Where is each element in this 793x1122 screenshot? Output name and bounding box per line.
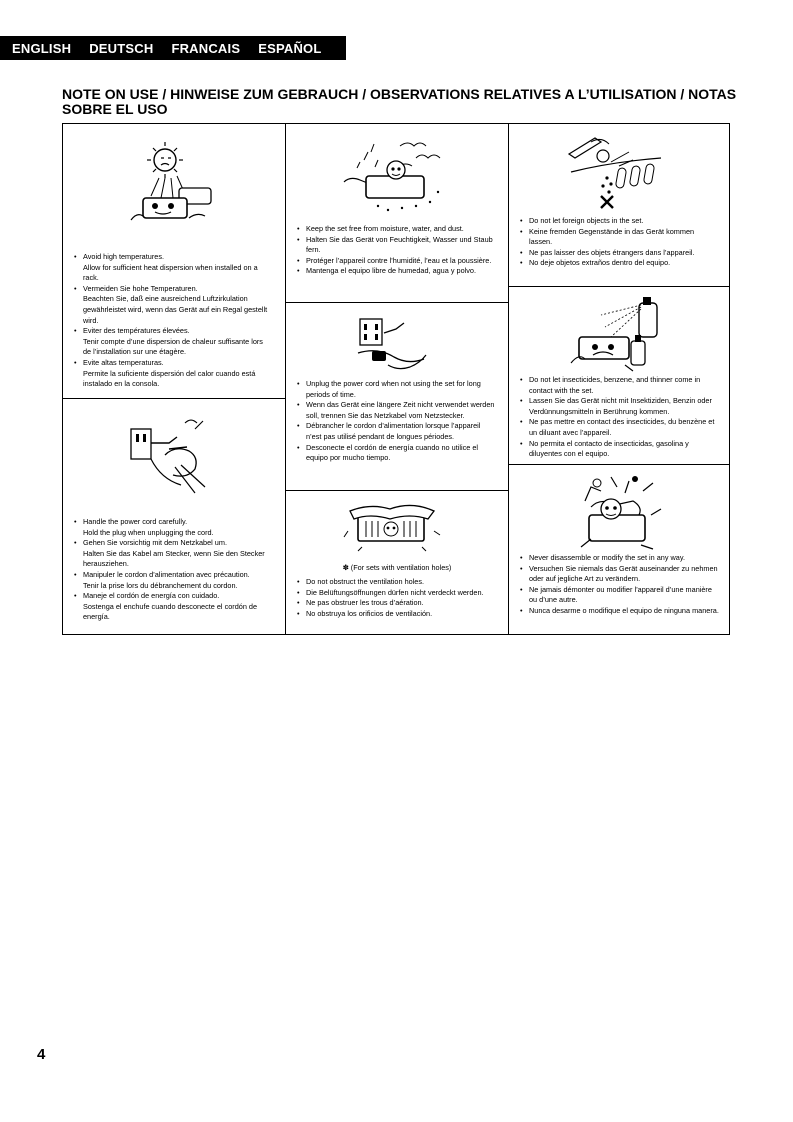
note-insecticide-list: [519, 375, 719, 460]
list-item: • Nunca desarme o modifique el equipo de ninguna manera.: [519, 606, 719, 617]
notes-grid: [62, 123, 730, 635]
language-bar: [0, 36, 346, 60]
list-item: • Mantenga el equipo libre de humedad, agua y polvo.: [296, 266, 496, 277]
list-item: • Ne jamais démonter ou modifier l’appareil d’une manière ou d’une autre.: [519, 585, 719, 606]
list-item: • Desconecte el cordón de energía cuando no utilice el equipo por mucho tiempo.: [296, 443, 496, 464]
list-item: • Handle the power cord carefully. Hold the plug when unplugging the cord.: [73, 517, 273, 538]
note-insecticide: [509, 287, 730, 464]
list-item: • Ne pas laisser des objets étrangers dans l’appareil.: [519, 248, 719, 259]
note-heat-list: [73, 252, 273, 390]
hot-set-illustration: [125, 140, 225, 226]
note-heat: [63, 124, 285, 398]
list-item: • No deje objetos extraños dentro del equipo.: [519, 258, 719, 269]
list-item: • Eviter des températures élevées. Tenir compte d’une dispersion de chaleur suffisante lors de l’installation sur une étagère.: [73, 326, 273, 358]
list-item: • Keine fremden Gegenstände in das Gerät kommen lassen.: [519, 227, 719, 248]
list-item: • Do not let insecticides, benzene, and thinner come in contact with the set.: [519, 375, 719, 396]
list-item: • Vermeiden Sie hohe Temperaturen. Beachten Sie, daß eine ausreichend Luftzirkulation gewährleistet wird, wenn das Gerät auf ein Regal gestellt wird.: [73, 284, 273, 326]
list-item: • Unplug the power cord when not using the set for long periods of time.: [296, 379, 496, 400]
list-item: • Ne pas mettre en contact des insecticides, du benzène et un diluant avec l’appareil.: [519, 417, 719, 438]
plug-hand-illustration: [125, 415, 215, 495]
list-item: • Do not let foreign objects in the set.: [519, 216, 719, 227]
list-item: • Never disassemble or modify the set in any way.: [519, 553, 719, 564]
list-item: • Maneje el cordón de energía con cuidado. Sostenga el enchufe cuando desconecte el cordón de energía.: [73, 591, 273, 623]
list-item: • Versuchen Sie niemals das Gerät auseinander zu nehmen oder auf jegliche Art zu verändern.: [519, 564, 719, 585]
note-unplug: [286, 303, 508, 490]
note-moisture: [286, 124, 508, 302]
page-title: NOTE ON USE / HINWEISE ZUM GEBRAUCH / OBSERVATIONS RELATIVES A L’UTILISATION / NOTAS SOBRE EL USO: [62, 86, 737, 117]
ventilation-caption: ✽ (For sets with ventilation holes): [342, 563, 452, 572]
list-item: • Evite altas temperaturas. Permite la suficiente dispersión del calor cuando está instalado en la consola.: [73, 358, 273, 390]
note-moisture-list: [296, 224, 496, 277]
wet-set-illustration: [338, 136, 448, 216]
list-item: • Wenn das Gerät eine längere Zeit nicht verwendet werden soll, trennen Sie das Netzkabel vom Netzstecker.: [296, 400, 496, 421]
note-cord: [63, 399, 285, 634]
list-item: • Die Belüftungsöffnungen dürfen nicht verdeckt werden.: [296, 588, 496, 599]
note-disassemble: [509, 465, 730, 634]
lang-espanol: ESPAÑOL: [258, 40, 322, 56]
list-item: • Débrancher le cordon d’alimentation lorsque l’appareil n’est pas utilisé pendant de longues périodes.: [296, 421, 496, 442]
list-item: • Gehen Sie vorsichtig mit dem Netzkabel um. Halten Sie das Kabel am Stecker, wenn Sie den Stecker herausziehen.: [73, 538, 273, 570]
list-item: • Do not obstruct the ventilation holes.: [296, 577, 496, 588]
note-disassemble-list: [519, 553, 719, 617]
page-number: 4: [37, 1046, 46, 1063]
list-item: • Protéger l’appareil contre l’humidité, l’eau et la poussière.: [296, 256, 496, 267]
list-item: • No permita el contacto de insecticidas, gasolina y diluyentes con el equipo.: [519, 439, 719, 460]
note-foreign-objects: [509, 124, 730, 286]
note-unplug-list: [296, 379, 496, 464]
note-cord-list: [73, 517, 273, 623]
list-item: • Keep the set free from moisture, water, and dust.: [296, 224, 496, 235]
spray-can-illustration: [561, 293, 671, 375]
lang-francais: FRANCAIS: [171, 40, 241, 56]
list-item: • Lassen Sie das Gerät nicht mit Insektiziden, Benzin oder Verdünnungsmitteln in Berührung kommen.: [519, 396, 719, 417]
covered-vents-illustration: [342, 501, 442, 553]
note-ventilation: [286, 491, 508, 634]
list-item: • Halten Sie das Gerät von Feuchtigkeit, Wasser und Staub fern.: [296, 235, 496, 256]
disassembly-illustration: [571, 471, 667, 555]
note-foreign-objects-list: [519, 216, 719, 269]
foreign-objects-illustration: [561, 132, 671, 214]
list-item: • No obstruya los orificios de ventilación.: [296, 609, 496, 620]
list-item: • Avoid high temperatures. Allow for sufficient heat dispersion when installed on a rack.: [73, 252, 273, 284]
note-ventilation-list: [296, 577, 496, 619]
unplugged-outlet-illustration: [348, 315, 438, 373]
list-item: • Ne pas obstruer les trous d’aération.: [296, 598, 496, 609]
lang-deutsch: DEUTSCH: [89, 40, 154, 56]
lang-english: ENGLISH: [12, 40, 72, 56]
list-item: • Manipuler le cordon d’alimentation avec précaution. Tenir la prise lors du débranchement du cordon.: [73, 570, 273, 591]
